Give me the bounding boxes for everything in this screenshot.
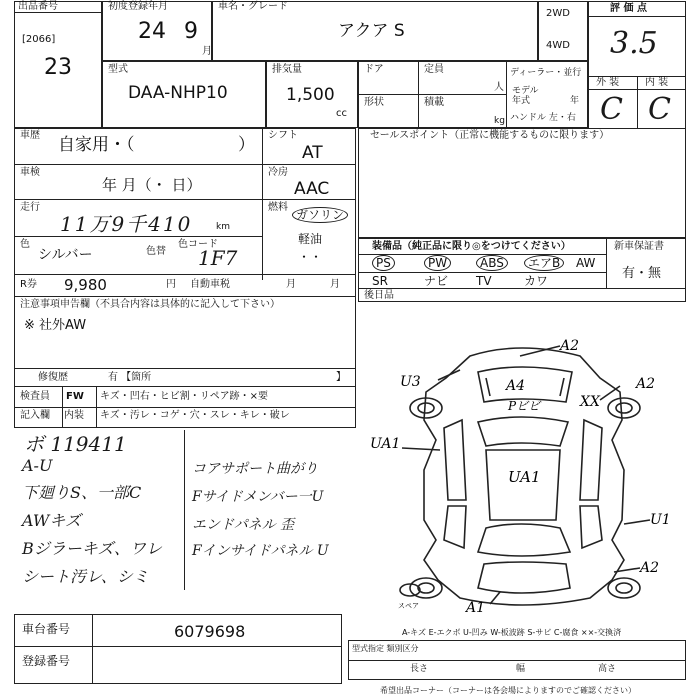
lot-number: 23 <box>44 55 72 80</box>
inspection-value: 年 月（・ 日） <box>102 176 202 194</box>
size-label: 型式指定 類別区分 <box>352 644 419 653</box>
shift-label: シフト <box>268 130 298 141</box>
equipment-item: ABS <box>476 258 508 269</box>
mark-a2-top: A2 <box>560 338 580 354</box>
mark-a2-right: A2 <box>636 376 656 392</box>
chassis-label: 車台番号 <box>22 622 71 636</box>
displacement-label: 排気量 <box>272 64 302 75</box>
usage-value: 自家用・（ <box>58 135 135 155</box>
interior-items: キズ・汚レ・コゲ・穴・スレ・キレ・破レ <box>100 410 290 421</box>
fuel-label: 燃料 <box>268 202 288 213</box>
lot-sub: [2066] <box>22 34 56 45</box>
handwritten-note: Fサイドメンバー一U <box>192 489 324 505</box>
length-label: 長さ <box>410 664 429 674</box>
interior-label: 内 装 <box>645 77 669 88</box>
model-year-label: モデル 年式 <box>512 86 539 106</box>
mark-spare: スペア <box>398 602 419 610</box>
repair-close: 】 <box>336 372 346 383</box>
type-label: 型式 <box>108 64 128 75</box>
inspection-label: 車検 <box>20 167 40 178</box>
notes-label: 注意事項申告欄（不具合内容は具体的に記入して下さい） <box>20 299 280 310</box>
mark-ua1-left: UA1 <box>370 436 401 452</box>
displacement-unit: cc <box>336 108 347 119</box>
first-reg-month: 9 <box>184 19 198 44</box>
handwritten-note: AWキズ <box>22 511 82 530</box>
mileage-label: 走行 <box>20 202 40 213</box>
door-label: ドア <box>364 64 384 75</box>
handwritten-note: コアサポート曲がり <box>192 461 318 477</box>
fuel-diesel: 軽油 <box>298 232 323 246</box>
handle-label: ハンドル 左・右 <box>510 113 576 123</box>
entry-label: 記入欄 <box>20 410 50 421</box>
recycle-unit: 円 <box>166 279 176 290</box>
recycle-value: 9,980 <box>64 276 107 294</box>
color-code-value: 1F7 <box>198 246 238 270</box>
color-change-label: 色替 <box>146 246 166 257</box>
first-reg-label: 初度登録年月 <box>108 1 168 12</box>
tax-unit-month: 月 <box>286 279 296 290</box>
warranty-label: 新車保証書 <box>614 241 664 252</box>
equipment-item: カワ <box>524 274 549 288</box>
shape-label: 形状 <box>364 97 384 108</box>
equipment-item: AW <box>576 256 596 270</box>
repair-opts: 有 【箇所 <box>108 372 152 383</box>
desired-label: 希望出品コーナー（コーナーは各会場によりますのでご確認ください） <box>380 686 636 695</box>
chassis-handwritten: ボ 119411 <box>24 432 127 456</box>
interior-label-row: 内装 <box>64 410 84 421</box>
exterior-grade: C <box>600 92 623 127</box>
equipment-label: 装備品（純正品に限り◎をつけてください） <box>372 241 571 252</box>
load-unit: kg <box>494 116 505 126</box>
interior-grade: C <box>648 92 671 127</box>
shift-value: AT <box>302 143 323 163</box>
mark-a1: A1 <box>466 600 486 616</box>
handwritten-note: Bジラーキズ、ワレ <box>22 539 162 558</box>
handwritten-note: 下廻りS、一部C <box>22 483 142 502</box>
equipment-item: TV <box>476 274 492 288</box>
dealer-label: ディーラー・並行 <box>510 68 582 78</box>
mark-xx: XX <box>580 394 600 410</box>
exterior-label: 外 装 <box>596 77 620 88</box>
first-reg-year: 24 <box>138 19 166 44</box>
lot-label: 出品番号 <box>18 1 58 12</box>
load-label: 積載 <box>424 97 444 108</box>
capacity-unit: 人 <box>494 82 504 93</box>
score-value: 3.5 <box>610 26 658 61</box>
tax-unit-end: 月 <box>330 279 340 290</box>
rear-seat-label: 後日品 <box>364 290 394 301</box>
equipment-item: エアB <box>524 258 564 269</box>
mark-a2-bottom: A2 <box>640 560 660 576</box>
reg-label: 登録番号 <box>22 654 71 668</box>
model-year-unit: 年 <box>570 96 580 106</box>
fw-items: キズ・凹右・ヒビ割・リペア跡・×要 <box>100 391 268 402</box>
sales-label: セールスポイント（正常に機能するものに限ります） <box>370 130 610 141</box>
warranty-value: 有・無 <box>622 266 662 281</box>
mark-u1: U1 <box>650 512 671 528</box>
damage-legend: A-キズ E-エクボ U-凹み W-板波跡 S-サビ C-腐食 ××-交換済 <box>402 628 622 637</box>
score-label: 評 価 点 <box>610 3 647 14</box>
mark-ua1-center: UA1 <box>508 468 541 486</box>
type-value: DAA-NHP10 <box>128 83 228 103</box>
chassis-value: 6079698 <box>174 622 246 641</box>
capacity-label: 定員 <box>424 64 444 75</box>
mileage-unit: km <box>216 222 230 232</box>
inspector-label: 検査員 <box>20 391 50 402</box>
mark-a4: A4 <box>506 378 526 394</box>
drive-4wd: 4WD <box>546 40 570 51</box>
mark-u3: U3 <box>400 374 421 390</box>
usage-label: 車歴 <box>20 130 40 141</box>
handwritten-note: A-U <box>22 456 53 475</box>
mileage-value: 11万9千410 <box>60 212 193 236</box>
handwritten-note: シート汚レ、シミ <box>22 567 149 586</box>
equipment-item: SR <box>372 274 388 288</box>
fuel-gasoline: ガソリン <box>288 208 352 223</box>
usage-close: ） <box>238 135 255 155</box>
height-label: 高さ <box>598 664 617 674</box>
handwritten-note: Fインサイドパネル U <box>192 543 329 559</box>
tax-label: 自動車税 <box>190 279 230 290</box>
color-label: 色 <box>20 239 30 250</box>
color-code-label: 色コード <box>178 239 218 250</box>
model-value: アクア S <box>338 21 405 41</box>
handwritten-note: エンドパネル 歪 <box>192 517 295 533</box>
color-value: シルバー <box>38 247 93 263</box>
repair-label: 修復歴 <box>38 372 68 383</box>
equipment-item: ナビ <box>424 274 449 288</box>
model-label: 車名・グレード <box>218 1 288 12</box>
ac-label: 冷房 <box>268 167 288 178</box>
equipment-item: PW <box>424 258 451 269</box>
mark-pe: Pビビ <box>508 399 541 413</box>
auction-sheet: 出品番号 [2066] 23 初度登録年月 24 9 月 車名・グレード アクア S 2WD 4WD 評 価 点 3.5 外 装 内 装 C C 型式 DAA-NHP10 排気量 1,500 cc ドア 定員 人 形状 積載 kg ディーラー・並行 モデル 年式 年 ハンドル 左・右 車歴 自家用・（ ） シフト AT 車検 年 月（・ 日） 冷房 AAC 走行 11万9千410 km 燃料 ガソリン 軽油 ・・ 色 シルバー 色替 色コード 1F7 R券 9,980 円 自動車税 月 月 注意事項申告欄（不具合内容は具体的に記入して下さい） ※ 社外AW 修復歴 有 【箇所 】 検査員 FW キズ・凹右・ヒビ割・リペア跡・×要 記入欄 内装 キズ・汚レ・コゲ・穴・スレ・キレ・破レ セールスポイント（正常に機能するものに限ります） 装備品（純正品に限り◎をつけてください） 新車保証書 有・無 後日品 PS PW ABS エアB AW SR ナビ TV カワ ボ 119411 A-U 下廻りS、一部C AWキズ Bジラーキズ、ワレ シート汚レ、シミ コアサポート曲がり Fサイドメンバー一U エンドパネル 歪 Fインサイドパネル U A2 U3 A4 Pビビ XX A2 UA1 UA1 U1 A2 A1 スペア 車台番号 6079698 登録番号 A-キズ E-エクボ U-凹み W-板波跡 S-サビ C-腐食 ××-交換済 型式指定 類別区分 長さ 幅 高さ 希望出品コーナー（コーナーは各会場によりますのでご確認ください） <box>0 0 700 700</box>
fw-label: FW <box>66 391 84 402</box>
first-reg-month-unit: 月 <box>202 46 212 57</box>
equipment-item: PS <box>372 258 395 269</box>
displacement-value: 1,500 <box>286 85 335 105</box>
width-label: 幅 <box>516 664 526 674</box>
recycle-label: R券 <box>20 279 37 290</box>
ac-value: AAC <box>294 179 330 199</box>
drive-2wd: 2WD <box>546 8 570 19</box>
notes-value: ※ 社外AW <box>24 318 87 333</box>
